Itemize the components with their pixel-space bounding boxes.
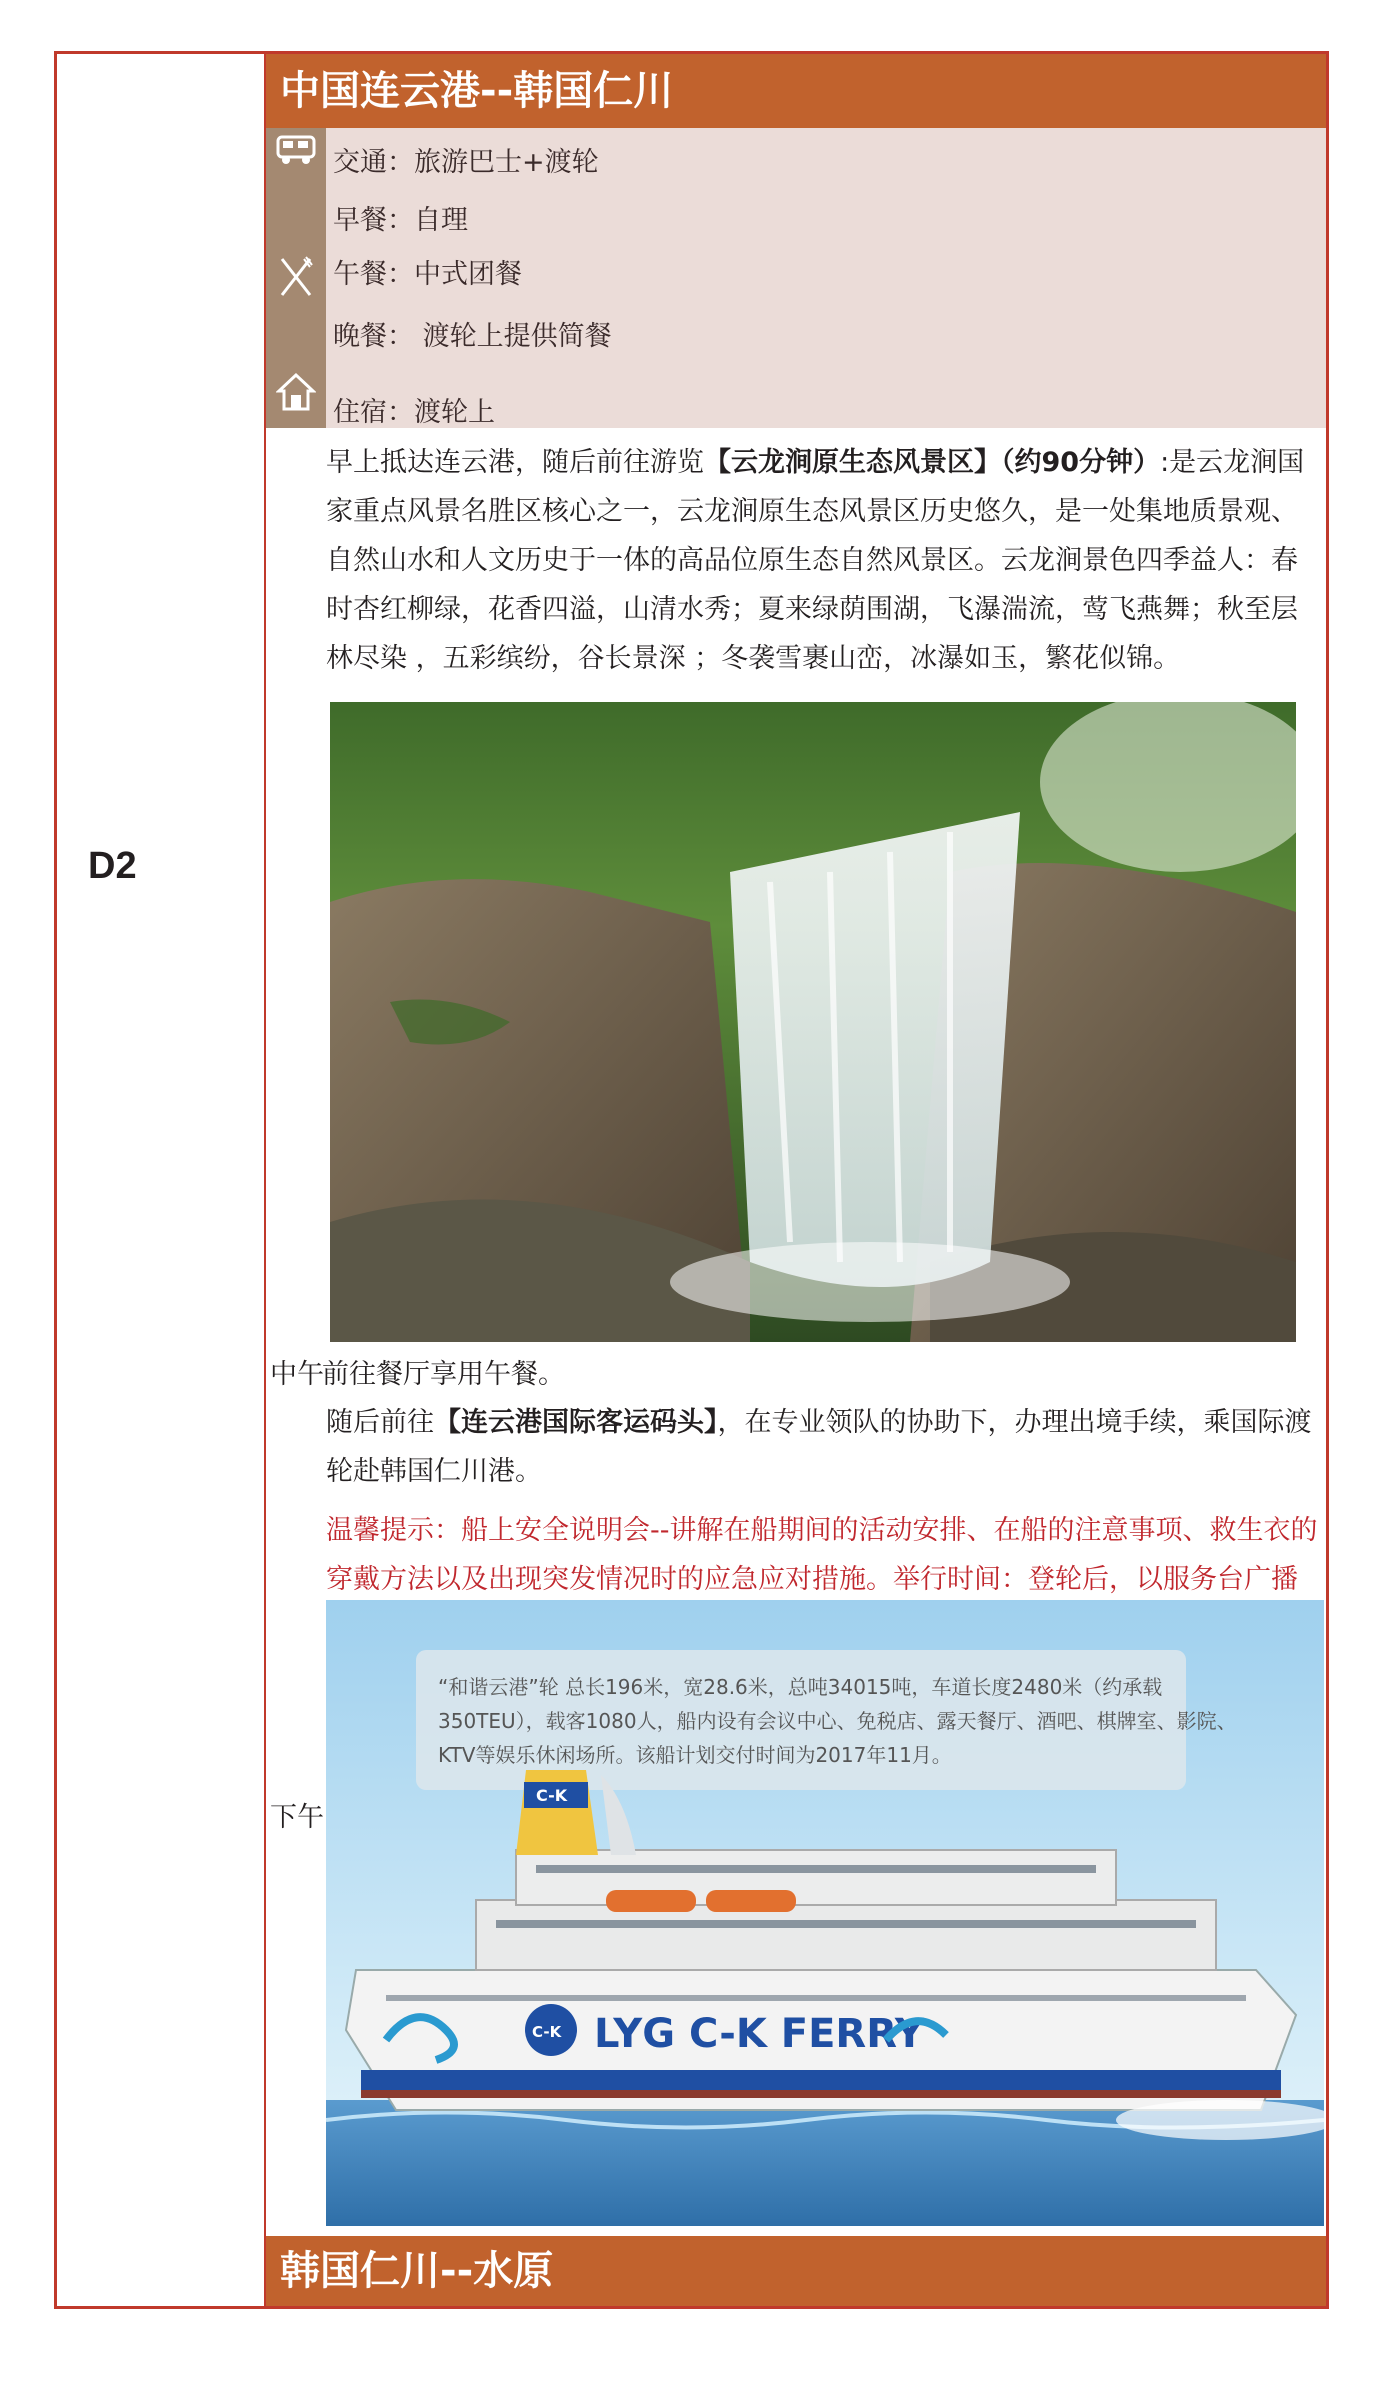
noon-text: 前往餐厅享用午餐。 xyxy=(322,1359,565,1390)
lodging-info: 住宿：渡轮上 xyxy=(333,397,495,428)
ferry-photo xyxy=(326,1600,1324,2226)
dinner-info: 晚餐： 渡轮上提供简餐 xyxy=(333,321,612,352)
bus-icon xyxy=(266,134,326,166)
day-label: D2 xyxy=(88,845,137,887)
ferry-caption-line3: KTV等娱乐休闲场所。该船计划交付时间为2017年11月。 xyxy=(438,1743,952,1767)
section-title-top: 中国连云港--韩国仁川 xyxy=(266,54,1326,128)
lunch-info: 午餐：中式团餐 xyxy=(333,259,522,290)
afternoon-text-before: 随后前往 xyxy=(326,1407,434,1438)
afternoon-paragraph xyxy=(326,1398,1321,1496)
noon-label: 中午 xyxy=(270,1359,324,1390)
safety-tip: 温馨提示：船上安全说明会--讲解在船期间的活动安排、在船的注意事项、救生衣的穿戴方法以及出现突发情况时的应急应对措施。举行时间：登轮后，以服务台广播 xyxy=(326,1515,1318,1595)
hull-brand-text: LYG C-K FERRY xyxy=(594,2011,924,2057)
waterfall-photo xyxy=(330,702,1296,1342)
ferry-caption-line1: “和谐云港”轮 总长196米，宽28.6米，总吨34015吨，车道长度2480米（约承载 xyxy=(438,1675,1163,1699)
afternoon-label: 下午 xyxy=(270,1802,324,1833)
afternoon-highlight: 【连云港国际客运码头】 xyxy=(434,1407,718,1438)
breakfast-info: 早餐：自理 xyxy=(333,205,468,236)
afternoon-text-after: ，在专业领队的协助下，办理出境手续，乘国际渡轮赴韩国仁川港。 xyxy=(326,1407,1312,1487)
ferry-caption-line2: 350TEU），载客1080人，船内设有会议中心、免税店、露天餐厅、酒吧、棋牌室、影院、 xyxy=(438,1709,1237,1733)
funnel-logo-text: C-K xyxy=(536,1786,568,1805)
section-title-bottom: 韩国仁川--水原 xyxy=(266,2236,1326,2306)
house-icon xyxy=(266,372,326,412)
fork-knife-icon xyxy=(266,255,326,299)
intro-text-before: 早上抵达连云港，随后前往游览 xyxy=(326,447,704,478)
intro-paragraph xyxy=(326,438,1321,683)
transport-info: 交通：旅游巴士+渡轮 xyxy=(333,147,599,178)
intro-text-after: :是云龙涧国家重点风景名胜区核心之一，云龙涧原生态风景区历史悠久，是一处集地质景观、自然山水和人文历史于一体的高品位原生态自然风景区。云龙涧景色四季益人：春时杏红柳绿，花香四溢，山清水秀；夏来绿荫围湖，飞瀑湍流，莺飞燕舞；秋至层林尽染 ，五彩缤纷，谷长景深 ；冬袭雪裹山峦，冰瀑如玉，繁花似锦。 xyxy=(326,447,1305,674)
intro-highlight: 【云龙涧原生态风景区】（约90分钟） xyxy=(704,447,1161,478)
hull-logo-text: C-K xyxy=(532,2023,562,2041)
